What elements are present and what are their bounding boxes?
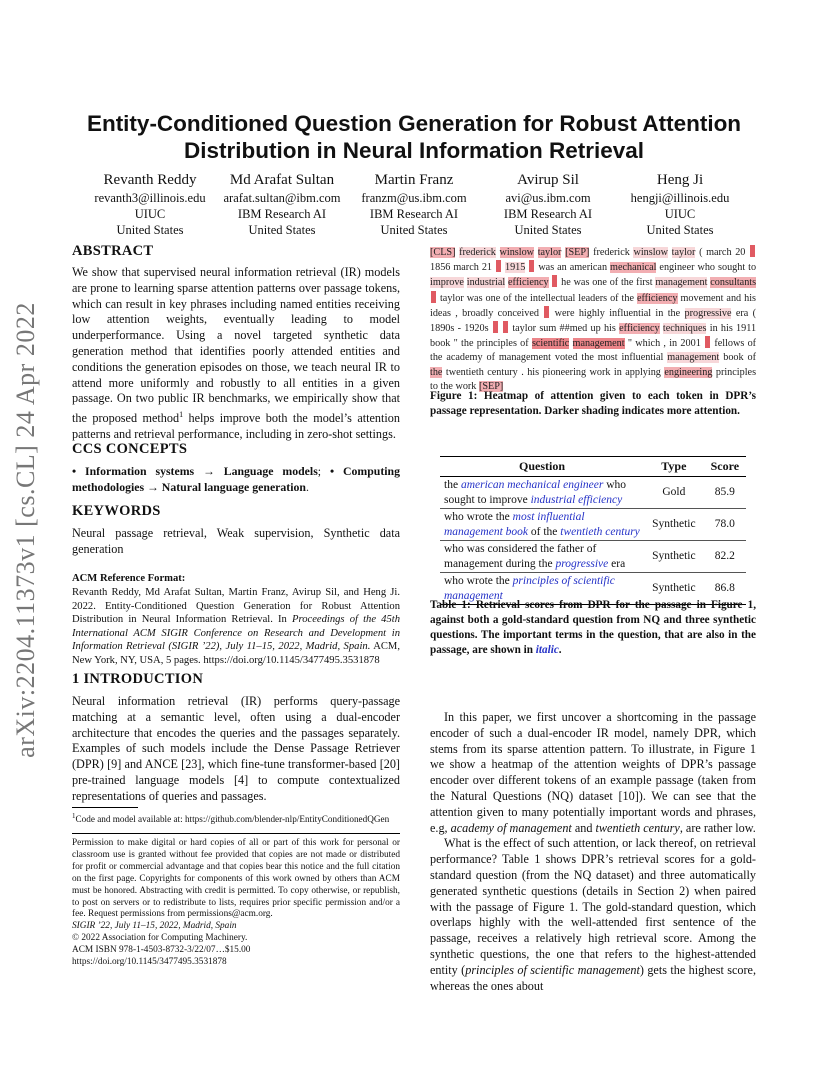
heatmap-token: management (655, 277, 708, 289)
heatmap-token: winslow (633, 247, 669, 258)
author-country: United States (116, 223, 184, 237)
acm-reference-heading: ACM Reference Format: (72, 573, 186, 584)
heatmap-token: 21 (481, 262, 492, 274)
heatmap-token: he was one of the first (561, 277, 653, 289)
score-cell: 86.8 (704, 573, 746, 605)
heatmap-token: management (667, 352, 720, 364)
table-1-caption: Table 1: Retrieval scores from DPR for the passage in Figure 1, against both a gold-standard question from NQ and three synthetic questions. The important terms in the question, that are also in the passage, are shown in italic. (430, 599, 756, 656)
heatmap-token: improve (430, 277, 464, 289)
abstract-text: We show that supervised neural information retrieval (IR) models are prone to learning sparse attention patterns over passage tokens, which can result in key phrases including named entities receiving low attention weights, eventually leading to model underperformance. Using a novel targeted synthetic data generation method that identifies poorly attended entities and conditions the generation episodes on those, we teach neural IR to attend more uniformly and robustly to all entities in a given passage. On two public IR benchmarks, we empirically show that the proposed method$^1$ helps improve both the model’s attention patterns and retrieval performance, including in zero-shot settings. (72, 265, 400, 442)
heatmap-token: " which , in 2001 (627, 338, 701, 350)
heatmap-token: efficiency (619, 323, 660, 335)
author-name: Avirup Sil (517, 172, 579, 188)
heatmap-token: twentieth century . (445, 366, 524, 378)
heatmap-token: taylor (537, 247, 562, 258)
heatmap-token (705, 336, 710, 348)
heatmap-token: era ( 1890s - 1920s (430, 307, 757, 335)
introduction-heading: 1 INTRODUCTION (72, 671, 204, 687)
permission-copyright: © 2022 Association for Computing Machinery. (72, 933, 248, 944)
heatmap-token (431, 291, 436, 303)
author-affiliation: UIUC (664, 207, 696, 221)
heatmap-token: book of (723, 352, 757, 364)
question-cell: who was considered the father of management during the progressive era (440, 541, 644, 573)
heatmap-token: was an american (538, 262, 608, 274)
heatmap-token: up his (590, 323, 616, 335)
author-email[interactable]: avi@us.ibm.com (505, 191, 591, 205)
heatmap-token: in his 1911 book " the principles of (430, 323, 757, 350)
author-affiliation: IBM Research AI (503, 207, 593, 221)
question-cell: the american mechanical engineer who sought to improve industrial efficiency (440, 477, 644, 509)
heatmap-token (503, 321, 508, 333)
author-name: Revanth Reddy (103, 172, 197, 188)
ccs-text: • Information systems → Language models; • Computing methodologies → Natural language generation. (72, 464, 400, 494)
ccs-heading: CCS CONCEPTS (72, 441, 188, 457)
heatmap-token: movement and his ideas , broadly conceived (430, 292, 757, 319)
paragraph: In this paper, we first uncover a shortcoming in the passage encoder of such a dual-encoder IR model, namely DPR, which stems from its sparse attention pattern. To illustrate, in Figure 1 we show a heatmap of the attention weights of DPR’s passage encoder over different tokens of an example passage (taken from the Natural Questions (NQ) dataset [10]). We can see that the attention given to many potentially important words and phrases, e.g, academy of management and twentieth century, are rather low. (430, 710, 756, 835)
heatmap-token: the (430, 366, 443, 378)
table-header-question: Question (440, 457, 644, 477)
heatmap-token (493, 321, 498, 333)
heatmap-token: frederick (459, 247, 496, 258)
heatmap-token (496, 260, 501, 272)
heatmap-token: efficiency (636, 292, 678, 304)
author-affiliation: IBM Research AI (369, 207, 459, 221)
introduction-section (72, 671, 400, 805)
acm-reference-text: Revanth Reddy, Md Arafat Sultan, Martin Franz, Avirup Sil, and Heng Ji. 2022. Entity-Conditioned Question Generation for Robust Attention Distribution in Neural Information Retrieval. In Proceedings of the 45th International ACM SIGIR Conference on Research and Development in Information Retrieval (SIGIR ’22), July 11–15, 2022, Madrid, Spain. ACM, New York, NY, USA, 5 pages. https://doi.org/10.1145/3477495.3531878 (72, 587, 400, 666)
heatmap-token: taylor (671, 247, 696, 258)
results-table (440, 456, 746, 605)
heatmap-token: 1915 (504, 262, 526, 274)
table-header-score: Score (704, 457, 746, 477)
heatmap-token: efficiency (508, 277, 549, 289)
author-email[interactable]: arafat.sultan@ibm.com (223, 191, 341, 205)
heatmap-token (750, 245, 755, 257)
heatmap-token: [CLS] (430, 247, 456, 258)
permission-doi[interactable]: https://doi.org/10.1145/3477495.3531878 (72, 957, 227, 968)
type-cell: Synthetic (644, 541, 704, 573)
paper-title: Entity-Conditioned Question Generation for Robust Attention Distribution in Neural Information Retrieval (86, 111, 742, 163)
heatmap-token: industrial (466, 277, 506, 289)
acm-reference (72, 572, 400, 668)
table-row (440, 509, 746, 541)
heatmap-token: ( march (699, 247, 732, 258)
type-cell: Gold (644, 477, 704, 509)
heatmap-token: management (572, 338, 625, 350)
attention-heatmap (430, 245, 757, 392)
abstract-section (72, 243, 400, 443)
heatmap-token: [SEP] (478, 380, 504, 392)
keywords-heading: KEYWORDS (72, 503, 161, 519)
footnote-divider (72, 807, 138, 808)
heatmap-token: taylor was one of the intellectual leaders of (439, 292, 619, 304)
keywords-section (72, 503, 400, 558)
heatmap-token: principles to the work (430, 366, 757, 392)
abstract-heading: ABSTRACT (72, 243, 154, 259)
score-cell: 82.2 (704, 541, 746, 573)
table-header-type: Type (644, 457, 704, 477)
author (480, 170, 616, 238)
author-name: Martin Franz (374, 172, 454, 188)
heatmap-token: fellows of the academy of management (430, 338, 757, 364)
author-affiliation: UIUC (134, 207, 166, 221)
introduction-paragraph: Neural information retrieval (IR) performs query-passage matching at a semantic level, often using a dual-encoder architecture that encodes the queries and the passages separately. Examples of such models include the Dense Passage Retriever (DPR) [9] and ANCE [23], which fine-tune transformer-based [20] pre-trained language models [4] to compute contextualized representations of queries and passages. (72, 694, 400, 803)
heatmap-token: 1856 (430, 262, 451, 274)
heatmap-token: were highly (554, 307, 605, 319)
permission-block (72, 838, 400, 969)
footnote: $^1$Code and model available at: https://github.com/blender-nlp/EntityConditionedQGen (72, 812, 390, 825)
author-email[interactable]: hengji@illinois.edu (630, 191, 730, 205)
permission-text: Permission to make digital or hard copies of all or part of this work for personal or classroom use is granted without fee provided that copies are not made or distributed for profit or commercial advantage and that copies bear this notice and the full citation on the first page. Copyrights for components of this work owned by others than ACM must be honored. Abstracting with credit is permitted. To copy otherwise, or republish, to post on servers or to redistribute to lists, requires prior specific permission and/or a fee. Request permissions from permissions@acm.org. (72, 838, 400, 920)
paragraph: What is the effect of such attention, or lack thereof, on retrieval performance? Table 1 shows DPR’s retrieval scores for a gold-standard question (from the NQ dataset) and three automatically generated synthetic questions (details in Section 2) when paired with the passage of Figure 1. The gold-standard question, which overlaps highly with the well-attended first sentence of the passage, receives a relatively high retrieval score. Among the synthetic questions, the one that refers to the highest-attended entity (principles of scientific management) gets the highest score, whereas the ones about (430, 836, 756, 993)
ccs-section (72, 441, 400, 496)
author-country: United States (646, 223, 714, 237)
heatmap-token: who sought to (697, 262, 757, 274)
heatmap-token (552, 275, 557, 287)
heatmap-token: his pioneering work in applying (527, 366, 661, 378)
author-email[interactable]: revanth3@illinois.edu (94, 191, 206, 205)
heatmap-token: winslow (499, 247, 535, 258)
type-cell: Synthetic (644, 573, 704, 605)
heatmap-token: voted the most influential (554, 352, 664, 364)
author (346, 170, 482, 238)
heatmap-token (529, 260, 534, 272)
permission-venue: SIGIR ’22, July 11–15, 2022, Madrid, Spain (72, 921, 237, 932)
type-cell: Synthetic (644, 509, 704, 541)
permission-divider (72, 833, 400, 834)
heatmap-token: taylor sum ##med (512, 323, 588, 335)
footnote-link[interactable]: Code and model available at: https://github.com/blender-nlp/EntityConditionedQGen (75, 814, 390, 825)
keywords-text: Neural passage retrieval, Weak supervision, Synthetic data generation (72, 526, 400, 556)
author-name: Md Arafat Sultan (229, 172, 335, 188)
heatmap-token: scientific (531, 338, 570, 350)
author (82, 170, 218, 238)
heatmap-token: frederick (593, 247, 630, 258)
author-affiliation: IBM Research AI (237, 207, 327, 221)
heatmap-token: march (453, 262, 479, 274)
heatmap-token: influential in the (609, 307, 681, 319)
heatmap-token: [SEP] (565, 247, 590, 258)
heatmap-token (544, 306, 549, 318)
arxiv-identifier: arXiv:2204.11373v1 [cs.CL] 24 Apr 2022 (11, 302, 40, 758)
table-row (440, 541, 746, 573)
permission-isbn: ACM ISBN 978-1-4503-8732-3/22/07…$15.00 (72, 945, 251, 956)
author-name: Heng Ji (656, 172, 704, 188)
heatmap-token: techniques (662, 323, 707, 335)
figure-1-caption: Figure 1: Heatmap of attention given to each token in DPR’s passage representation. Darker shading indicates more attention. (430, 390, 756, 417)
score-cell: 85.9 (704, 477, 746, 509)
table-row (440, 477, 746, 509)
heatmap-token: engineering (664, 366, 713, 378)
score-cell: 78.0 (704, 509, 746, 541)
heatmap-token: consultants (710, 277, 757, 289)
question-cell: who wrote the most influential management book of the twentieth century (440, 509, 644, 541)
heatmap-token: engineer (659, 262, 695, 274)
heatmap-token: progressive (684, 307, 732, 319)
author (214, 170, 350, 238)
author-country: United States (380, 223, 448, 237)
heatmap-token: 20 (735, 247, 746, 258)
question-cell: who wrote the principles of scientific management (440, 573, 644, 605)
author-country: United States (248, 223, 316, 237)
author (612, 170, 748, 238)
heatmap-token: mechanical (610, 262, 657, 274)
author-country: United States (514, 223, 582, 237)
footnote-marker[interactable]: 1 (179, 410, 184, 420)
author-email[interactable]: franzm@us.ibm.com (361, 191, 467, 205)
right-column-text (430, 710, 756, 994)
heatmap-token: the (621, 292, 634, 304)
